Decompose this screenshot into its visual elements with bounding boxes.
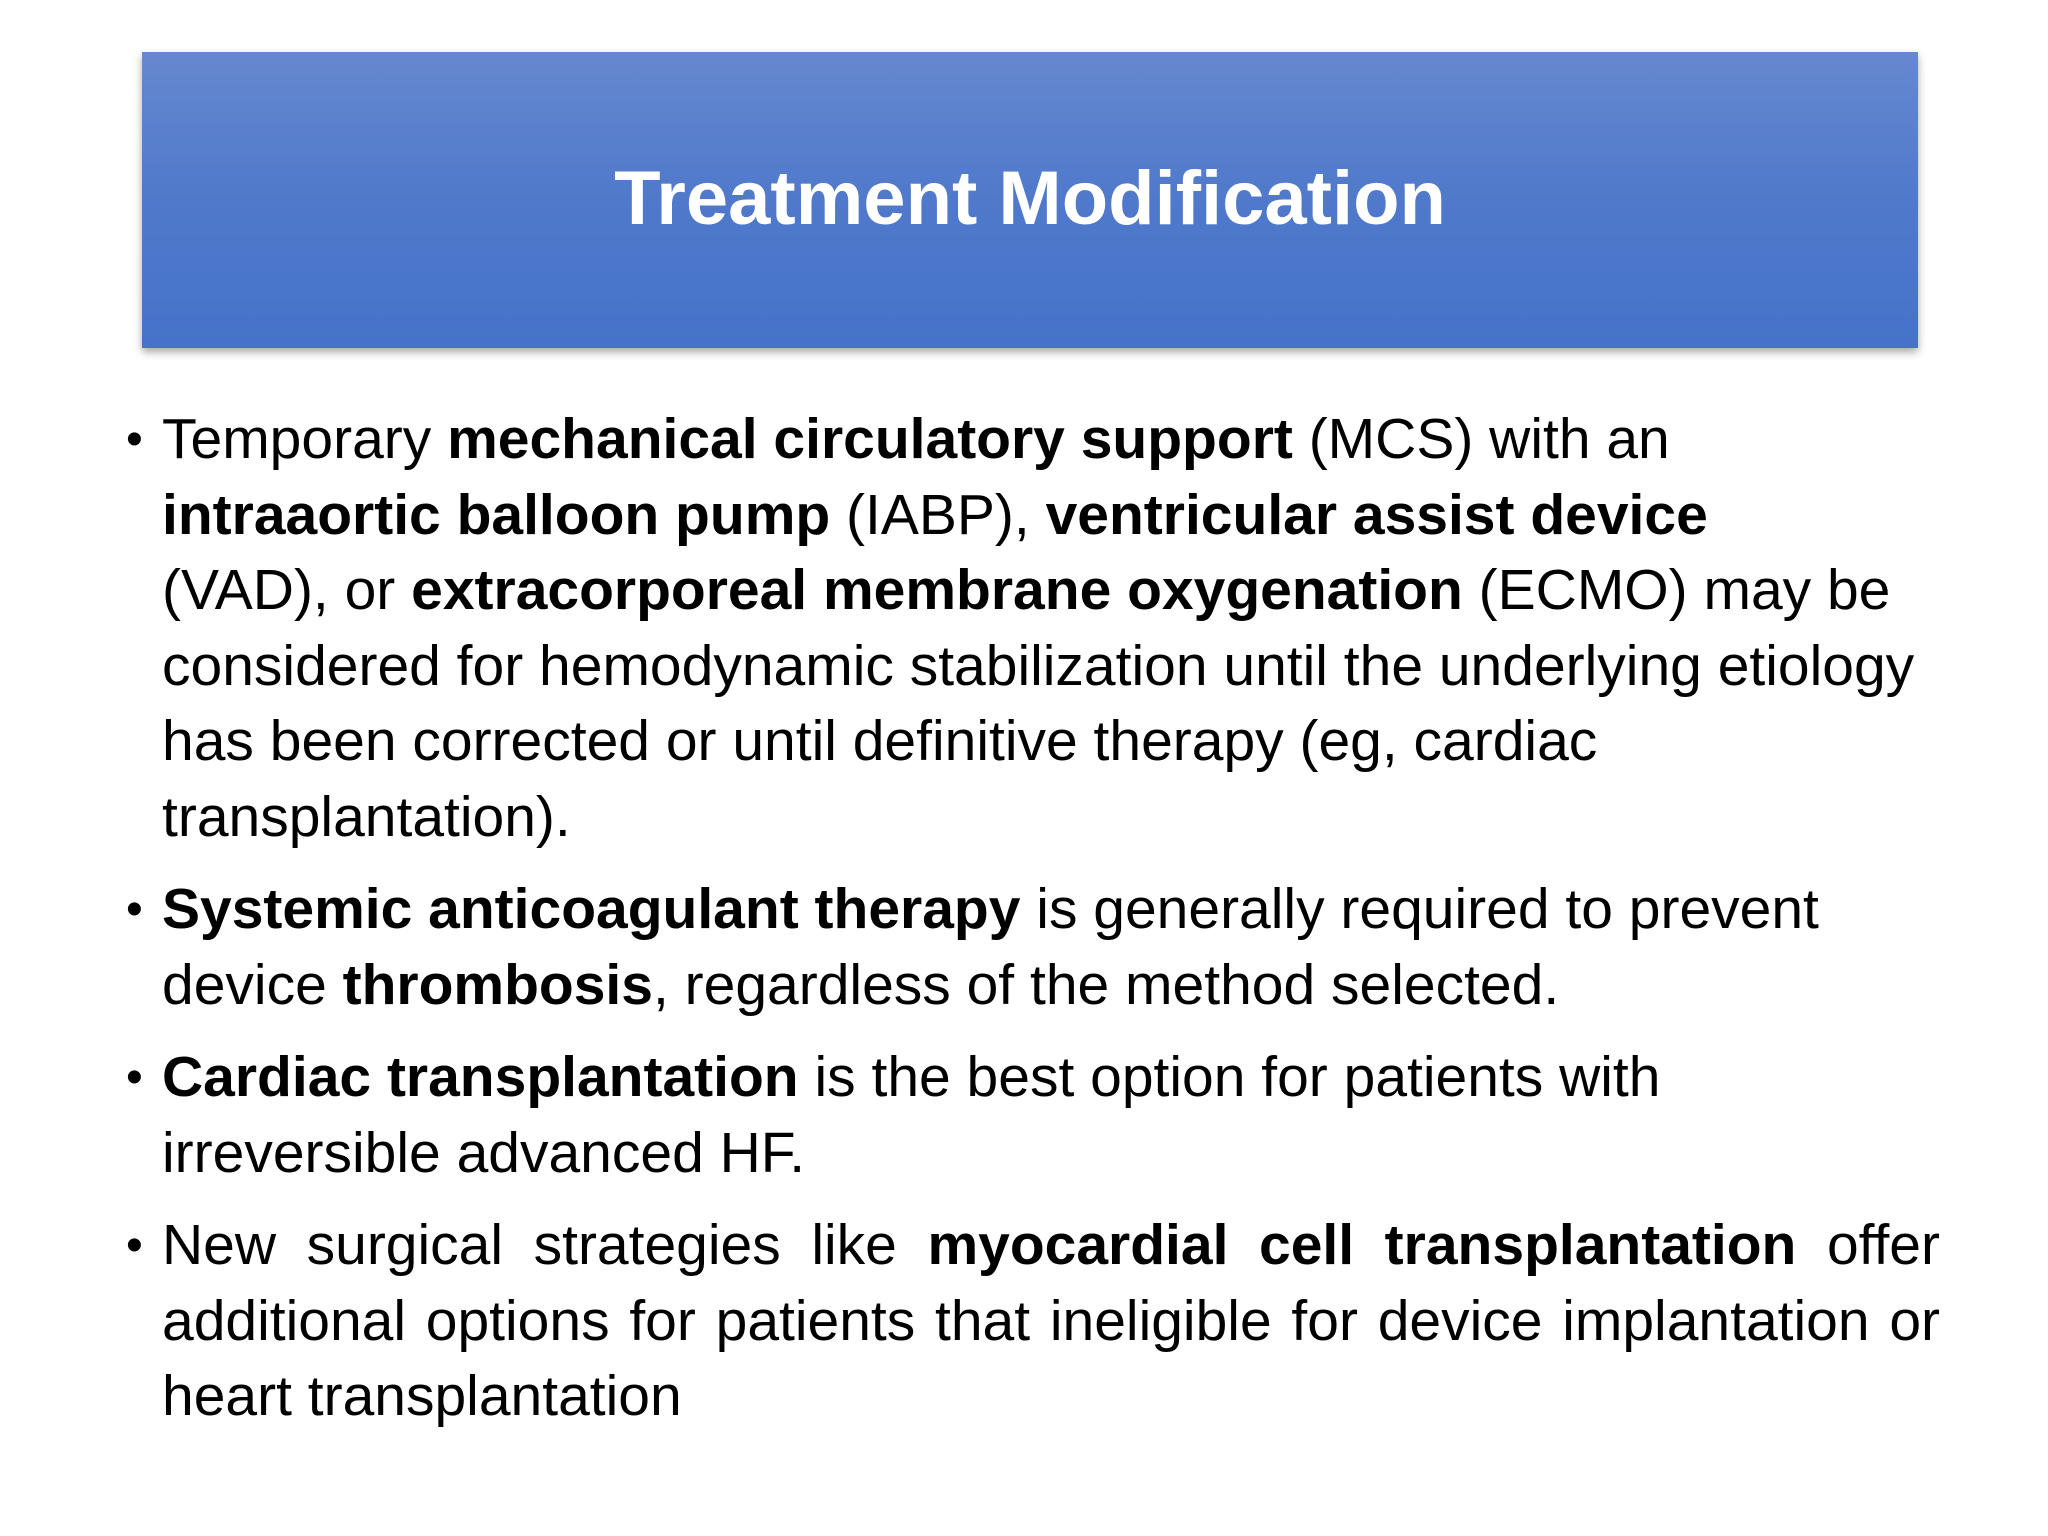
bullet-text-4 — [162, 1213, 1940, 1428]
bullet-item-2 — [120, 872, 1940, 1023]
bold-term: ventricular assist device — [1045, 482, 1708, 547]
bullet-item-3 — [120, 1040, 1940, 1191]
text-segment: New surgical strategies like — [162, 1213, 928, 1277]
text-segment: (VAD), or — [162, 558, 412, 622]
bullet-dot: • — [126, 1219, 143, 1272]
bullet-item-4 — [120, 1208, 1940, 1435]
bullet-dot: • — [126, 883, 143, 936]
bold-term: intraaortic balloon pump — [162, 482, 831, 547]
bold-term: mechanical circulatory support — [447, 407, 1293, 471]
text-segment: (ECMO) may be considered for hemodynamic stabilization until the underlying etiology has been corrected or until definitive therapy (eg, cardiac transplantation). — [162, 558, 1915, 849]
text-segment: offer additional options for patients that ineligible for device implantation or heart transplantation — [162, 1213, 1940, 1428]
bold-term: Cardiac transplantation — [162, 1045, 799, 1109]
text-segment: is generally required to prevent device — [162, 877, 1819, 1017]
bullet-text-1 — [162, 407, 1914, 849]
bullet-item-1 — [120, 402, 1940, 855]
bullet-dot: • — [126, 413, 143, 466]
text-segment: (IABP), — [830, 482, 1046, 547]
text-segment: , regardless of the method selected. — [652, 952, 1560, 1017]
bullet-dot: • — [126, 1051, 143, 1104]
bold-term: myocardial cell transplantation — [927, 1213, 1797, 1277]
bullet-list — [120, 402, 1940, 1452]
bullet-text-2 — [162, 877, 1819, 1017]
bullet-text-3 — [162, 1045, 1660, 1185]
text-segment: (MCS) with an — [1292, 407, 1670, 471]
bold-term: thrombosis — [342, 952, 653, 1017]
bold-term: extracorporeal membrane oxygenation — [411, 558, 1463, 622]
text-segment: Temporary — [162, 407, 448, 471]
slide-title: Treatment Modification — [614, 155, 1446, 241]
title-banner — [142, 52, 1918, 348]
text-segment: is the best option for patients with irreversible advanced HF. — [162, 1045, 1661, 1185]
bold-term: Systemic anticoagulant therapy — [162, 877, 1021, 941]
